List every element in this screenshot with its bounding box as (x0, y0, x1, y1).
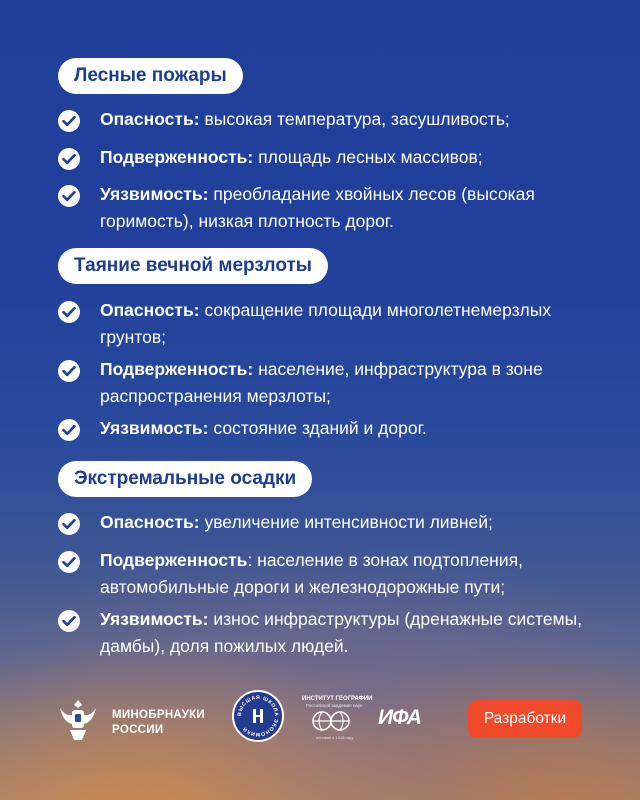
section-title-forest-fires: Лесные пожары (58, 58, 243, 94)
item-text: износ инфраструктуры (дренажные системы, дамбы), доля пожилых людей. (100, 609, 583, 656)
ministry-emblem-icon (56, 696, 100, 749)
item-text: высокая температура, засушливость; (199, 109, 510, 129)
item-label: Уязвимость: (100, 184, 209, 204)
item-text: преобладание хвойных лесов (высокая горимость), низкая плотность дорог. (100, 184, 535, 231)
ministry-line-1: МИНОБРНАУКИ (112, 709, 205, 721)
ifa-logo: ИФА (378, 706, 421, 729)
checkmark-icon (58, 610, 80, 632)
item-text: население, инфраструктура в зоне распространения мерзлоты; (100, 359, 543, 406)
item-text: увеличение интенсивности ливней; (199, 512, 493, 532)
item-label: Подверженность: (100, 359, 254, 379)
section-title-extreme-precipitation: Экстремальные осадки (58, 461, 312, 497)
item-label: Подверженность (100, 550, 248, 570)
item-label: Опасность: (100, 512, 200, 532)
section-title-permafrost: Таяние вечной мерзлоты (58, 248, 328, 284)
item-label: Опасность: (100, 300, 200, 320)
igran-founded: основан в 1918 году (316, 735, 354, 740)
item-label: Опасность: (100, 109, 200, 129)
item-text: : население в зонах подтопления, автомобильные дороги и железнодорожные пути; (100, 550, 523, 597)
checkmark-icon (58, 360, 80, 382)
ministry-name (112, 708, 205, 738)
item-label: Подверженность: (100, 147, 254, 167)
checkmark-icon (58, 110, 80, 132)
igran-subtitle: Российской академии наук (306, 703, 363, 708)
checkmark-icon (58, 301, 80, 323)
ministry-line-2: РОССИИ (112, 724, 164, 736)
item-text: состояние зданий и дорог. (208, 418, 427, 438)
item-text: сокращение площади многолетнемерзлых грунтов; (100, 300, 552, 347)
checkmark-icon (58, 513, 80, 535)
developments-button[interactable]: Разработки (468, 700, 582, 738)
checkmark-icon (58, 419, 80, 441)
checkmark-icon (58, 185, 80, 207)
igran-title: ИНСТИТУТ ГЕОГРАФИИ (302, 696, 373, 702)
checkmark-icon (58, 551, 80, 573)
item-label: Уязвимость: (100, 609, 209, 629)
item-text: площадь лесных массивов; (253, 147, 483, 167)
igran-globe-icon (310, 710, 352, 737)
hse-logo (232, 690, 284, 742)
checkmark-icon (58, 148, 80, 170)
hse-ring-text: ВЫСШАЯ ШКОЛА ЭКОНОМИКИ (236, 694, 280, 738)
item-label: Уязвимость: (100, 418, 209, 438)
